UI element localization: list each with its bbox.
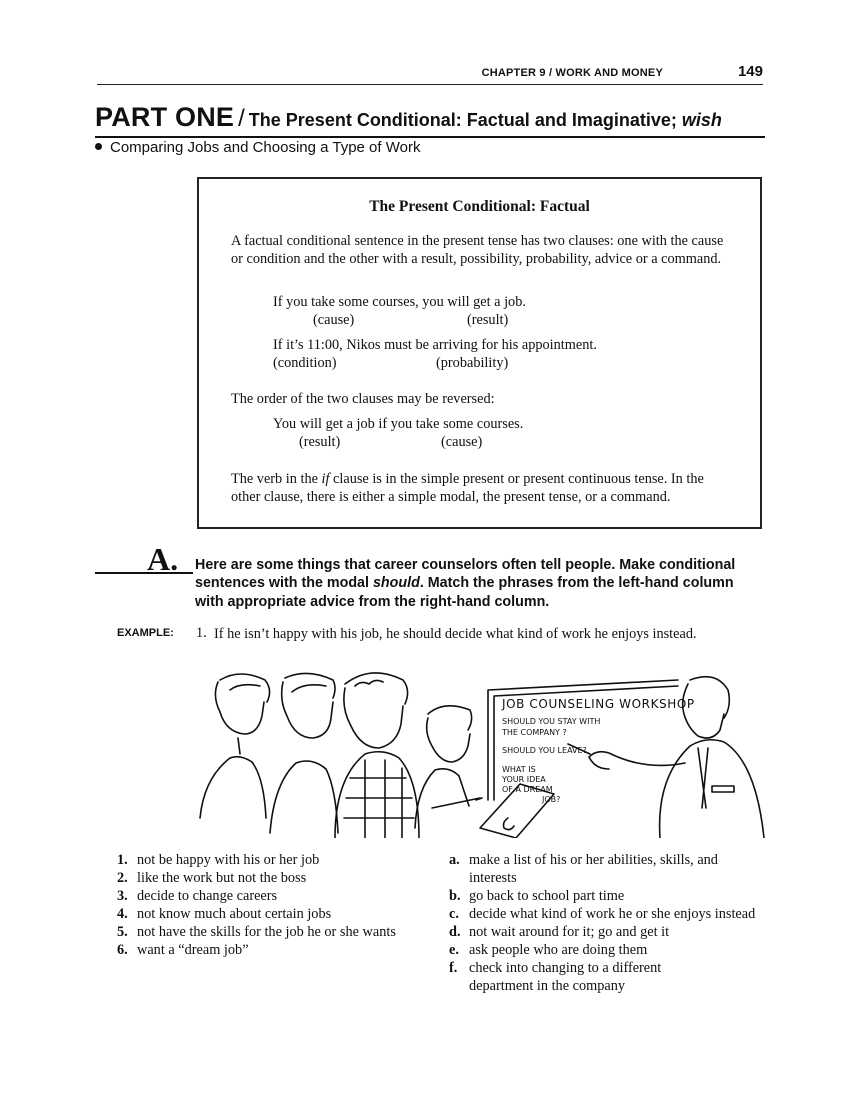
list-item bbox=[449, 959, 719, 995]
example-label: EXAMPLE: bbox=[117, 627, 174, 639]
item-letter: e. bbox=[449, 942, 459, 958]
instructions-text: Here are some things that career counselors often tell people. Make conditional sentences with the modal bbox=[195, 557, 736, 592]
example-text: If he isn’t happy with his job, he should decide what kind of work he enjoys instead. bbox=[214, 626, 697, 642]
part-title bbox=[95, 102, 765, 138]
board-line: OF A DREAM bbox=[502, 785, 553, 794]
part-label: PART ONE bbox=[95, 102, 235, 132]
chapter-title: CHAPTER 9 / WORK AND MONEY bbox=[481, 67, 663, 79]
example-sentence-2: If it’s 11:00, Nikos must be arriving for his appointment. bbox=[273, 337, 597, 353]
example-3-label-cause: (cause) bbox=[441, 434, 483, 450]
example-3-label-result: (result) bbox=[299, 434, 341, 450]
list-item bbox=[117, 941, 427, 959]
item-letter: f. bbox=[449, 960, 458, 976]
bullet-icon bbox=[95, 143, 102, 150]
item-text: go back to school part time bbox=[469, 888, 625, 904]
board-line: SHOULD YOU STAY WITH bbox=[502, 717, 601, 726]
item-text: decide what kind of work he or she enjoys instead bbox=[469, 906, 756, 922]
section-topic bbox=[95, 139, 420, 156]
example-number: 1. bbox=[196, 625, 207, 641]
example-sentence-1: If you take some courses, you will get a job. bbox=[273, 294, 526, 310]
grammar-box-title: The Present Conditional: Factual bbox=[369, 198, 590, 215]
reverse-note: The order of the two clauses may be reversed: bbox=[231, 391, 495, 407]
example-sentence-3: You will get a job if you take some courses. bbox=[273, 416, 524, 432]
list-item bbox=[117, 905, 427, 923]
board-line: THE COMPANY ? bbox=[502, 728, 567, 737]
item-text: make a list of his or her abilities, skills, and interests bbox=[469, 852, 718, 886]
example-1-label-cause: (cause) bbox=[313, 312, 355, 328]
item-number: 2. bbox=[117, 870, 128, 886]
exercise-instructions bbox=[195, 556, 765, 611]
example-2-label-condition: (condition) bbox=[273, 355, 337, 371]
list-item bbox=[449, 905, 769, 923]
grammar-intro: A factual conditional sentence in the present tense has two clauses: one with the cause or condition and the other with a result, possibility, probability, advice or a command. bbox=[231, 233, 724, 268]
list-item bbox=[117, 869, 427, 887]
item-letter: c. bbox=[449, 906, 459, 922]
exercise-letter: A. bbox=[147, 541, 179, 577]
advice-right-column bbox=[449, 851, 779, 995]
verb-note-if: if bbox=[321, 471, 330, 487]
item-text: want a “dream job” bbox=[137, 942, 249, 958]
item-letter: b. bbox=[449, 888, 461, 904]
verb-note bbox=[231, 470, 731, 507]
list-item bbox=[117, 923, 402, 941]
board-line: JOB? bbox=[542, 795, 561, 804]
board-line: WHAT IS bbox=[502, 765, 536, 774]
board-line: YOUR IDEA bbox=[502, 775, 546, 784]
list-item bbox=[449, 923, 779, 941]
item-letter: d. bbox=[449, 924, 461, 940]
list-item bbox=[449, 851, 769, 887]
page-number: 149 bbox=[737, 63, 763, 80]
list-item bbox=[117, 851, 427, 869]
part-slash: / bbox=[238, 105, 245, 132]
item-text: not wait around for it; go and get it bbox=[469, 924, 670, 940]
running-header bbox=[97, 62, 763, 85]
counseling-illustration bbox=[190, 668, 765, 838]
part-subtitle-italic: wish bbox=[681, 110, 722, 130]
item-text: not be happy with his or her job bbox=[137, 852, 320, 868]
item-letter: a. bbox=[449, 852, 460, 868]
item-text: like the work but not the boss bbox=[137, 870, 307, 886]
item-number: 4. bbox=[117, 906, 128, 922]
instructions-text-2: . Match the phrases from the left-hand column with appropriate advice from the right-hand column. bbox=[195, 575, 734, 610]
board-line: SHOULD YOU LEAVE? bbox=[502, 746, 587, 755]
item-text: not know much about certain jobs bbox=[137, 906, 332, 922]
item-text: ask people who are doing them bbox=[469, 942, 648, 958]
part-subtitle-text: The Present Conditional: Factual and Imaginative; bbox=[248, 110, 677, 130]
exercise-divider bbox=[95, 572, 193, 574]
list-item bbox=[449, 941, 779, 959]
instructions-italic: should bbox=[372, 575, 420, 592]
verb-note-text: The verb in the bbox=[231, 471, 322, 487]
list-item bbox=[449, 887, 779, 905]
board-title: JOB COUNSELING WORKSHOP bbox=[502, 697, 695, 711]
item-number: 1. bbox=[117, 852, 128, 868]
verb-note-text-2: clause is in the simple present or present continuous tense. In the other clause, there is either a simple modal, the present tense, or a command. bbox=[231, 471, 704, 506]
item-text: check into changing to a different department in the company bbox=[469, 960, 662, 994]
example-2-label-probability: (probability) bbox=[436, 355, 509, 371]
item-text: not have the skills for the job he or she wants bbox=[137, 924, 396, 940]
item-number: 3. bbox=[117, 888, 128, 904]
people-drawing-icon bbox=[190, 668, 765, 838]
phrases-left-column bbox=[117, 851, 427, 959]
grammar-box bbox=[197, 177, 762, 529]
item-number: 6. bbox=[117, 942, 128, 958]
item-number: 5. bbox=[117, 924, 128, 940]
item-text: decide to change careers bbox=[137, 888, 278, 904]
example-1-label-result: (result) bbox=[467, 312, 509, 328]
list-item bbox=[117, 887, 427, 905]
section-topic-text: Comparing Jobs and Choosing a Type of Work bbox=[110, 139, 421, 156]
part-subtitle bbox=[249, 110, 722, 130]
